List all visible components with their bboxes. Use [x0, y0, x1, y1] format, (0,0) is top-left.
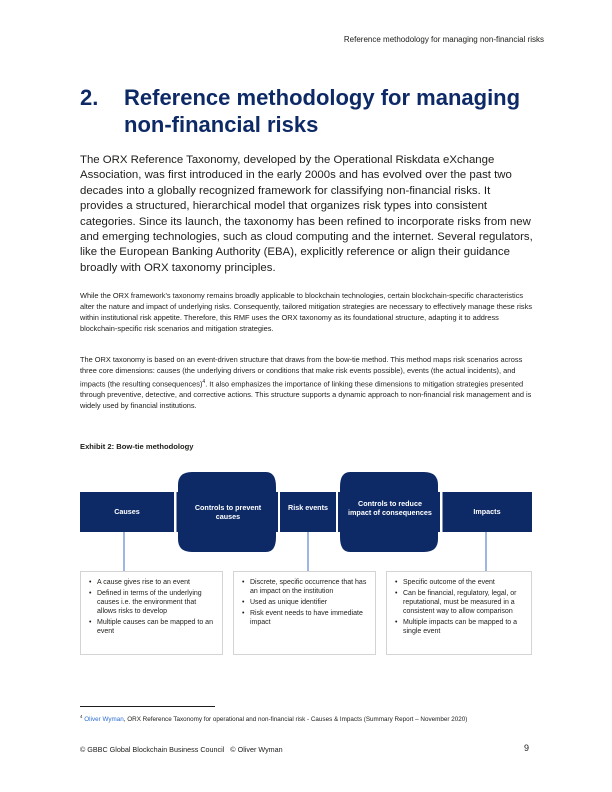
causes-list — [87, 579, 216, 637]
list-item: • Multiple impacts can be mapped to a single event — [403, 619, 525, 637]
separator-1 — [174, 492, 177, 532]
footnote-link[interactable]: Oliver Wyman — [84, 716, 124, 724]
footnote-divider — [80, 706, 215, 707]
footnote-number: 4 — [80, 714, 83, 719]
separator-3 — [336, 492, 338, 532]
paragraph-2-text-start: The ORX taxonomy is based on an event-driven structure that draws from the bow-tie method. This method maps risk scenarios across three core dimensions: causes (the underlying drivers or conditions that make risk events possible), events (the actual incidents), and impacts (the resulting consequences) — [80, 355, 523, 389]
list-item: • Risk event needs to have immediate impact — [250, 610, 369, 628]
running-header: Reference methodology for managing non-financial risks — [343, 35, 544, 44]
footnote-text: , ORX Reference Taxonomy for operational and non-financial risk - Causes & Impacts (Summary Report – November 2020) — [123, 716, 468, 724]
section-title: Reference methodology for managing non-financial risks — [124, 85, 521, 137]
label-controls-reduce: Controls to reduce impact of consequences — [348, 499, 432, 518]
label-risk-events: Risk events — [288, 503, 328, 512]
list-item: • Defined in terms of the underlying causes i.e. the environment that allows risks to develop — [97, 590, 216, 616]
list-item: • Multiple causes can be mapped to an event — [97, 619, 216, 637]
footnote — [80, 713, 540, 724]
section-number: 2. — [80, 85, 99, 110]
label-controls-prevent: Controls to prevent causes — [194, 503, 262, 522]
list-item: • Specific outcome of the event — [403, 579, 525, 588]
body-paragraph-2 — [80, 355, 535, 412]
list-item: • Can be financial, regulatory, legal, or reputational, must be measured in a consistent way to allow comparison — [403, 590, 525, 616]
separator-2 — [278, 492, 280, 532]
causes-box — [80, 571, 223, 655]
events-list — [240, 579, 369, 628]
events-box — [233, 571, 376, 655]
label-impacts: Impacts — [473, 507, 501, 516]
footnote-reference[interactable]: 4 — [202, 378, 206, 385]
footer-copyright: © GBBC Global Blockchain Business Council © Oliver Wyman — [80, 745, 283, 754]
page-number: 9 — [523, 743, 529, 753]
exhibit-title: Exhibit 2: Bow-tie methodology — [80, 442, 194, 451]
impacts-box — [386, 571, 532, 655]
list-item: • Discrete, specific occurrence that has an impact on the institution — [250, 579, 369, 597]
label-causes: Causes — [114, 507, 140, 516]
lead-paragraph: The ORX Reference Taxonomy, developed by the Operational Riskdata eXchange Association, was first introduced in the early 2000s and has evolved over the past two decades into a globally recognized framework for classifying non-financial risks. It provides a structured, hierarchical model that organizes risk types into consistent categories. Since its launch, the taxonomy has been refined to incorporate risks from new and emerging technologies, such as cloud computing and the internet. Several regulators, like the European Banking Authority (EBA), explicitly reference or align their guidance broadly with ORX taxonomy principles. — [80, 154, 533, 274]
body-paragraph-1: While the ORX framework’s taxonomy remains broadly applicable to blockchain technologies, certain blockchain-specific characteristics alter the nature and impact of underlying risks. Consequently, tailored mitigation strategies are necessary to effectively manage these risks within institutional risk appetite. Therefore, this RMF uses the ORX taxonomy as its foundational structure, adapting it to address blockchain-specific risk scenarios and mitigation strategies. — [80, 291, 533, 333]
bow-tie-diagram — [80, 465, 532, 660]
list-item: • A cause gives rise to an event — [97, 579, 216, 588]
impacts-list — [393, 579, 525, 637]
paragraph-2-text-end: . It also emphasizes the importance of linking these dimensions to mitigation strategies presented through preventive, detective, and corrective actions. This structure supports a dynamic approach to non-financial risk management and is widely used by financial institutions. — [80, 379, 532, 411]
list-item: • Used as unique identifier — [250, 599, 369, 608]
